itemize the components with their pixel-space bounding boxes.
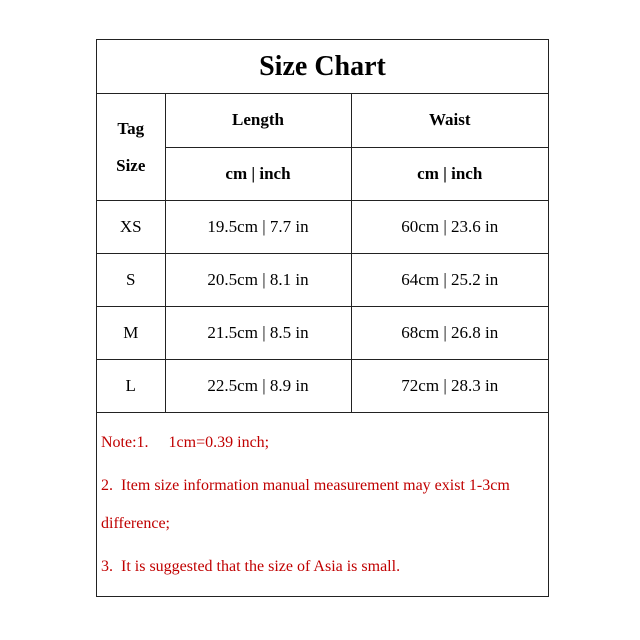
table-row bbox=[97, 200, 548, 253]
size-table bbox=[97, 94, 548, 413]
size-cell: XS bbox=[97, 200, 165, 253]
size-cell: M bbox=[97, 306, 165, 359]
waist-header: Waist bbox=[351, 94, 548, 147]
table-row bbox=[97, 253, 548, 306]
size-cell: S bbox=[97, 253, 165, 306]
tag-size-header bbox=[97, 94, 165, 200]
waist-cell: 64cm | 25.2 in bbox=[351, 253, 548, 306]
length-header: Length bbox=[165, 94, 351, 147]
size-cell: L bbox=[97, 359, 165, 412]
length-cell: 20.5cm | 8.1 in bbox=[165, 253, 351, 306]
note-line: 2. Item size information manual measurement may exist 1-3cm bbox=[101, 477, 510, 494]
waist-unit-header: cm | inch bbox=[351, 147, 548, 200]
tag-header-line2: Size bbox=[116, 155, 146, 175]
header-row bbox=[97, 94, 548, 147]
table-row bbox=[97, 306, 548, 359]
waist-cell: 72cm | 28.3 in bbox=[351, 359, 548, 412]
waist-cell: 68cm | 26.8 in bbox=[351, 306, 548, 359]
length-cell: 21.5cm | 8.5 in bbox=[165, 306, 351, 359]
length-cell: 19.5cm | 7.7 in bbox=[165, 200, 351, 253]
note-line: Note:1. 1cm=0.39 inch; bbox=[101, 434, 270, 451]
size-chart bbox=[96, 39, 549, 597]
length-cell: 22.5cm | 8.9 in bbox=[165, 359, 351, 412]
unit-row bbox=[97, 147, 548, 200]
waist-cell: 60cm | 23.6 in bbox=[351, 200, 548, 253]
length-unit-header: cm | inch bbox=[165, 147, 351, 200]
note-line: 3. It is suggested that the size of Asia is small. bbox=[101, 558, 401, 575]
table-row bbox=[97, 359, 548, 412]
note-line: difference; bbox=[101, 515, 170, 532]
tag-header-line1: Tag bbox=[117, 118, 145, 138]
chart-title: Size Chart bbox=[97, 40, 548, 94]
